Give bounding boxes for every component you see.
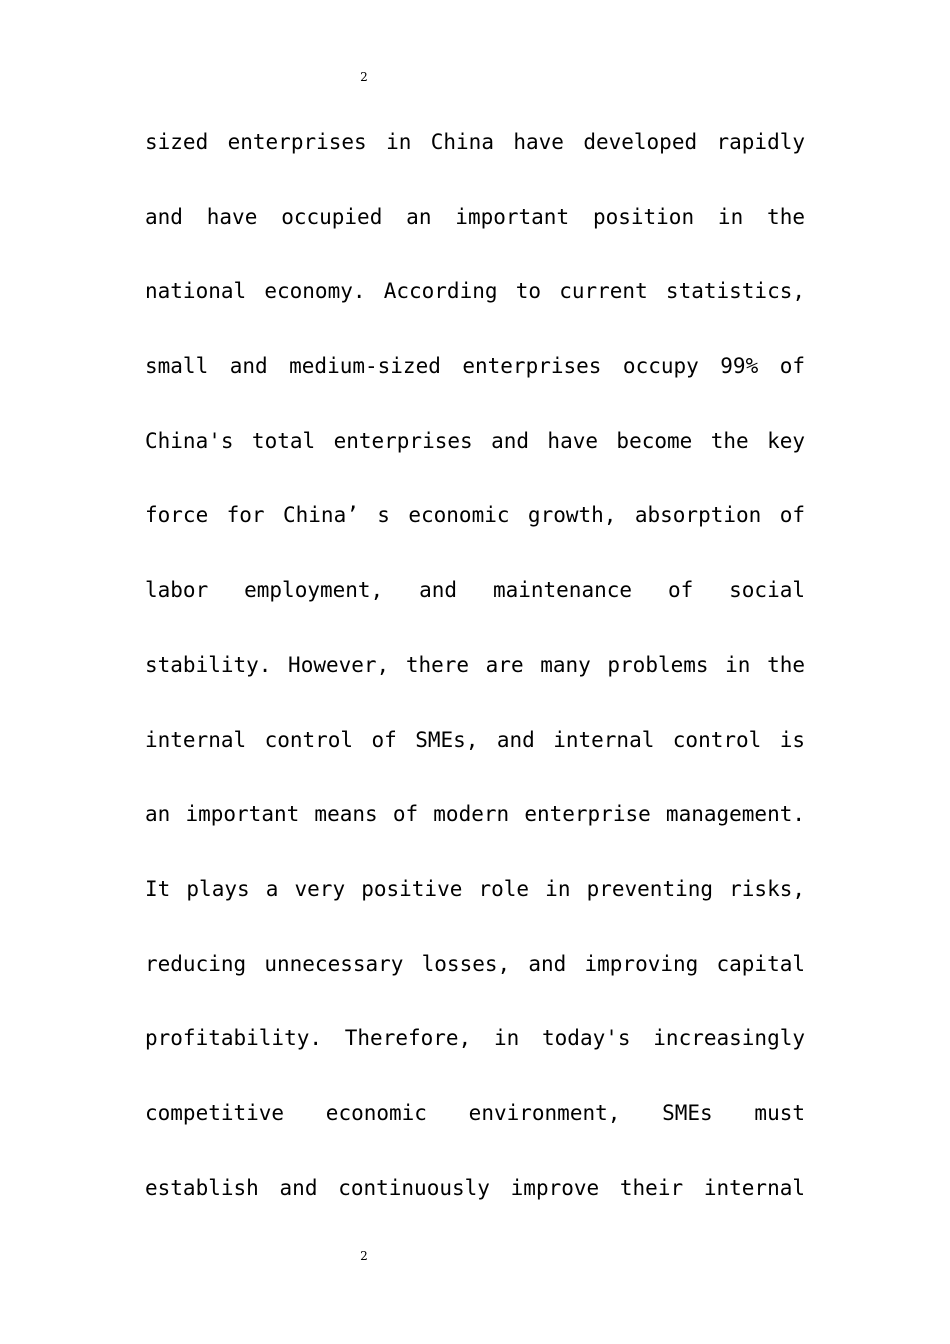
text-line: It plays a very positive role in preventing risks, — [145, 876, 805, 901]
text-line: sized enterprises in China have developed rapidly — [145, 130, 805, 154]
header-page-number: 2 — [360, 70, 368, 84]
text-line: China's total enterprises and have become the key — [145, 428, 805, 453]
text-line: force for China’ s economic growth, absorption of — [145, 503, 805, 528]
text-line: reducing unnecessary losses, and improving capital — [145, 951, 805, 976]
text-line: establish and continuously improve their internal — [145, 1175, 805, 1200]
text-line: an important means of modern enterprise management. — [145, 802, 805, 827]
text-line: small and medium-sized enterprises occupy 99% of — [145, 354, 805, 379]
body-paragraph — [145, 121, 805, 1241]
text-line: and have occupied an important position in the — [145, 204, 805, 229]
text-line: national economy. According to current statistics, — [145, 279, 805, 304]
text-line: stability. However, there are many problems in the — [145, 652, 805, 677]
text-line: internal control of SMEs, and internal control is — [145, 727, 805, 752]
footer-page-number: 2 — [360, 1249, 368, 1263]
text-line: competitive economic environment, SMEs must — [145, 1100, 805, 1125]
text-line: labor employment, and maintenance of social — [145, 578, 805, 603]
text-line: profitability. Therefore, in today's increasingly — [145, 1026, 805, 1051]
